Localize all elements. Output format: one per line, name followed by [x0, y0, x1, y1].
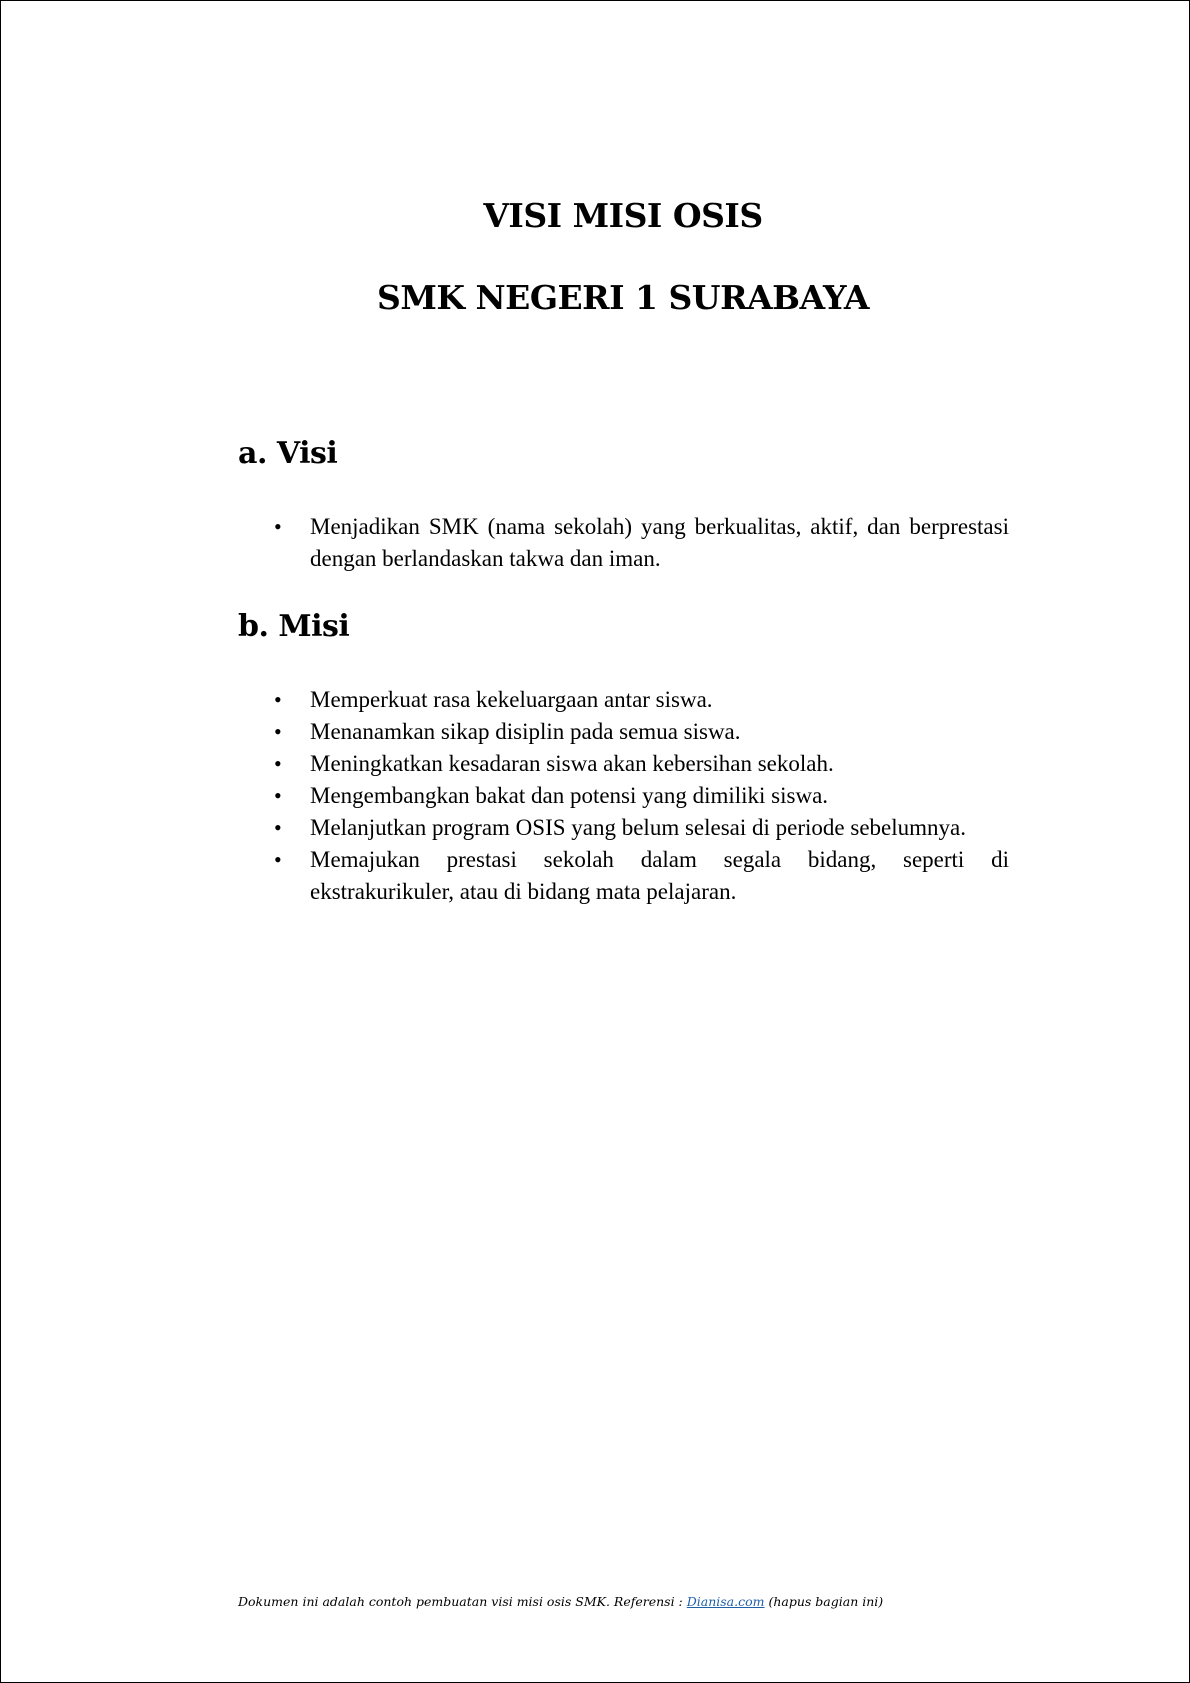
document-title: VISI MISI OSIS — [483, 196, 763, 235]
misi-item-text: Memajukan prestasi sekolah dalam segala bidang, seperti di ekstrakurikuler, atau di bidang mata pelajaran. — [310, 847, 1009, 904]
bullet-icon: • — [274, 751, 282, 776]
list-item — [274, 748, 1009, 780]
bullet-icon: • — [274, 687, 282, 712]
footer-note — [238, 1594, 883, 1609]
visi-heading: a. Visi — [238, 436, 338, 471]
list-item — [274, 844, 1009, 908]
bullet-icon: • — [274, 815, 282, 840]
list-item — [274, 511, 1009, 575]
footer-prefix: Dokumen ini adalah contoh pembuatan visi misi osis SMK. Referensi : — [238, 1594, 687, 1609]
footer-suffix: (hapus bagian ini) — [764, 1594, 884, 1609]
bullet-icon: • — [274, 719, 282, 744]
visi-list — [274, 511, 1009, 575]
misi-item-text: Menanamkan sikap disiplin pada semua siswa. — [310, 719, 741, 744]
bullet-icon: • — [274, 847, 282, 872]
misi-heading: b. Misi — [238, 609, 350, 644]
list-item — [274, 780, 1009, 812]
document-subtitle: SMK NEGERI 1 SURABAYA — [376, 278, 870, 317]
visi-item-text: Menjadikan SMK (nama sekolah) yang berkualitas, aktif, dan berprestasi dengan berlandaskan takwa dan iman. — [310, 514, 1009, 571]
bullet-icon: • — [274, 514, 282, 539]
bullet-icon: • — [274, 783, 282, 808]
misi-item-text: Memperkuat rasa kekeluargaan antar siswa. — [310, 687, 713, 712]
list-item — [274, 684, 1009, 716]
misi-item-text: Melanjutkan program OSIS yang belum selesai di periode sebelumnya. — [310, 815, 966, 840]
misi-list — [274, 684, 1009, 908]
list-item — [274, 716, 1009, 748]
misi-item-text: Mengembangkan bakat dan potensi yang dimiliki siswa. — [310, 783, 829, 808]
misi-item-text: Meningkatkan kesadaran siswa akan kebersihan sekolah. — [310, 751, 834, 776]
list-item — [274, 812, 1009, 844]
reference-link[interactable]: Dianisa.com — [686, 1594, 765, 1609]
